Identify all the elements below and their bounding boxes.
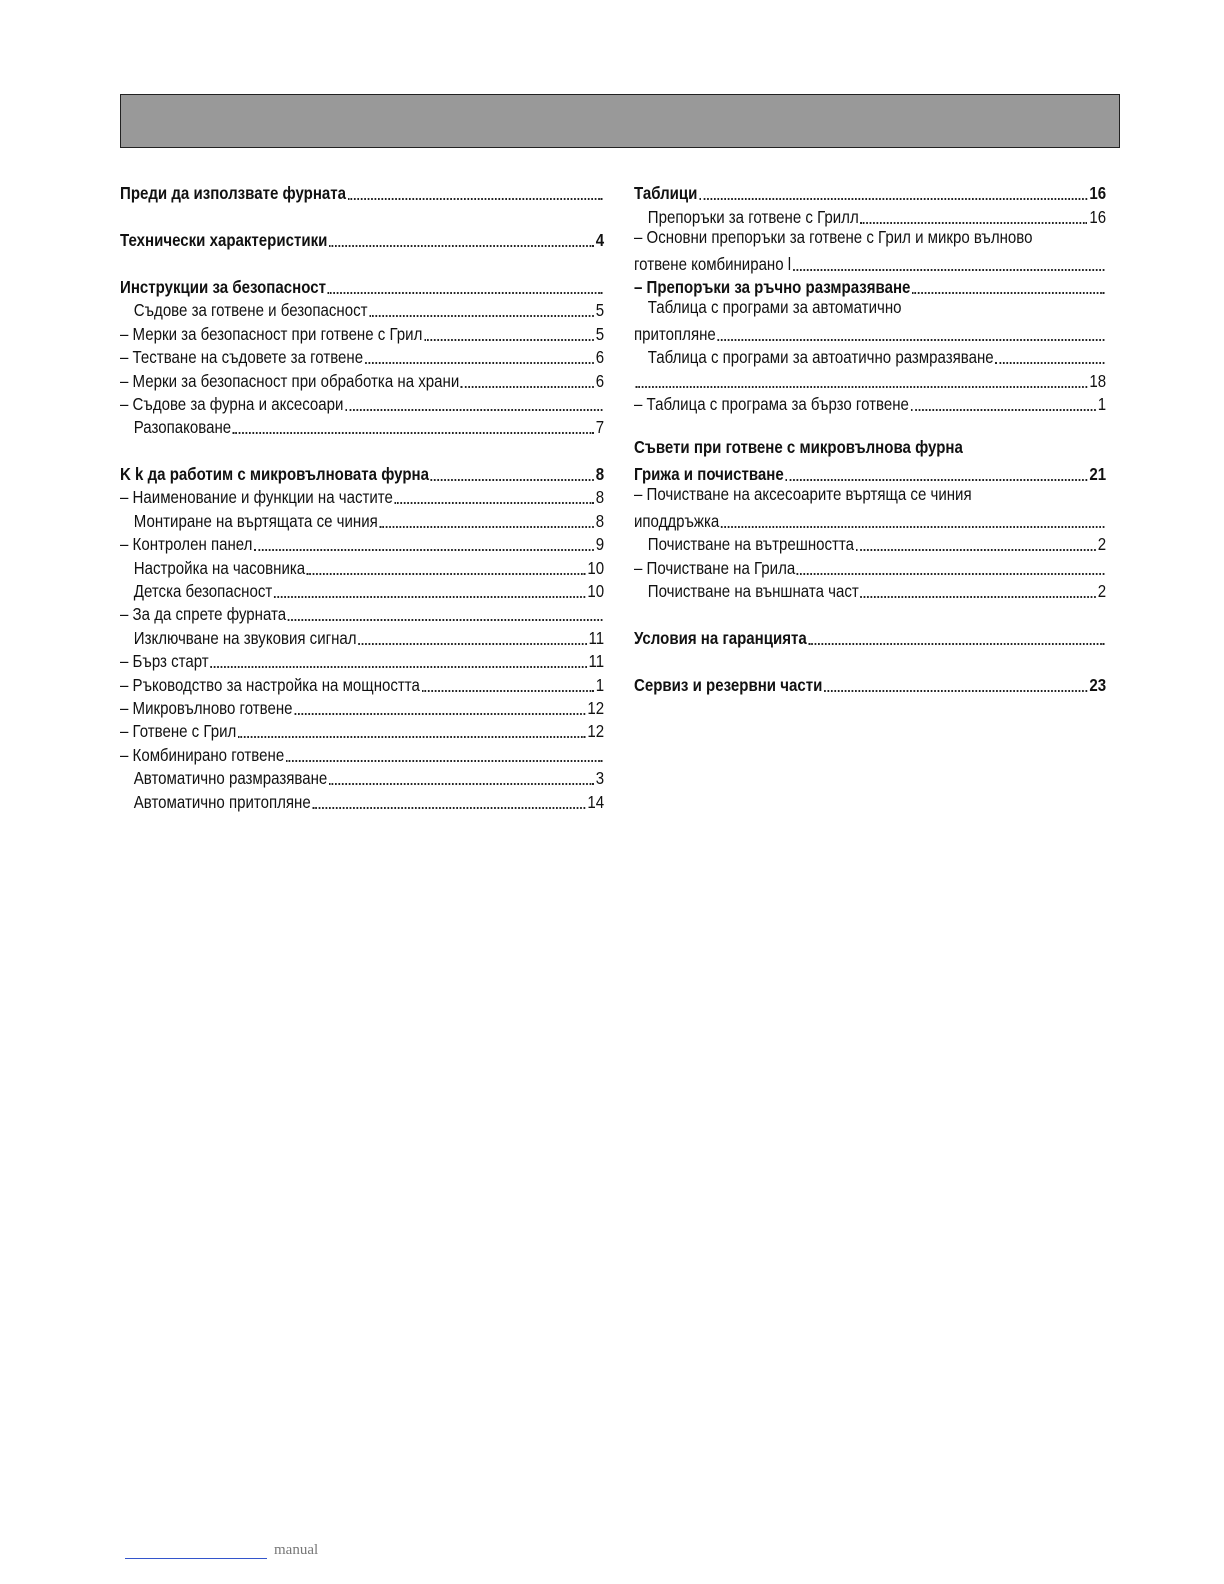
toc-entry[interactable] [120, 531, 604, 554]
toc-entry[interactable] [634, 484, 1106, 507]
toc-entry[interactable] [120, 718, 604, 741]
dot-leader [286, 760, 602, 762]
dot-leader [348, 198, 603, 200]
dot-leader [328, 292, 603, 294]
dot-leader [860, 222, 1087, 224]
dot-leader [233, 432, 594, 434]
toc-entry[interactable] [634, 671, 1106, 694]
toc-entry[interactable] [634, 391, 1106, 414]
toc-entry[interactable] [120, 367, 604, 390]
toc-entry-label: Таблица с програми за автоатично размразяване [647, 347, 994, 368]
toc-entry-page-number: 2 [1097, 581, 1107, 602]
toc-entry-label: – Мерки за безопасност при обработка на храни [120, 370, 460, 391]
dot-leader [254, 549, 594, 551]
toc-entry-page-number: 14 [587, 791, 605, 812]
toc-entry-label: – За да спрете фурната [120, 604, 287, 625]
toc-entry[interactable] [634, 578, 1106, 601]
toc-entry-label: Препоръки за готвене с Грилл [647, 206, 859, 227]
toc-entry[interactable] [634, 297, 1106, 320]
toc-entry-label: готвене комбинирано l [634, 253, 792, 274]
toc-entry-label: Разопаковане [133, 417, 232, 438]
toc-entry-label: – Контролен панел [120, 534, 253, 555]
toc-entry[interactable] [120, 788, 604, 811]
toc-entry-label: – Готвене с Грил [120, 721, 237, 742]
toc-entry-label: – Микровълново готвене [120, 697, 293, 718]
toc-entry[interactable] [120, 624, 604, 647]
dot-leader [358, 643, 586, 645]
toc-right-column [634, 180, 1106, 695]
toc-entry[interactable] [634, 554, 1106, 577]
toc-entry-label: – Бърз старт [120, 651, 209, 672]
dot-leader [431, 479, 594, 481]
dot-leader [369, 315, 594, 317]
toc-entry-page-number: 16 [1089, 206, 1107, 227]
toc-entry-page-number: 12 [587, 697, 605, 718]
toc-entry-label: иподдръжка [634, 510, 720, 531]
toc-entry-label: K k да работим с микровълновата фурна [120, 464, 430, 485]
toc-entry-label: Почистване на външната част [647, 581, 859, 602]
dot-leader [860, 596, 1096, 598]
toc-entry-page-number: 3 [595, 768, 605, 789]
toc-entry[interactable] [120, 227, 604, 250]
toc-entry-label: Монтиране на въртящата се чиния [133, 510, 378, 531]
toc-entry[interactable] [120, 601, 604, 624]
toc-entry-page-number: 10 [587, 581, 605, 602]
toc-entry-page-number: 9 [595, 534, 605, 555]
toc-entry[interactable] [120, 344, 604, 367]
footer-text: manual [274, 1542, 319, 1558]
toc-entry-label: – Мерки за безопасност при готвене с Грил [120, 323, 423, 344]
toc-entry-page-number: 16 [1089, 183, 1107, 204]
toc-entry[interactable] [120, 297, 604, 320]
toc-entry[interactable] [120, 274, 604, 297]
toc-entry[interactable] [120, 180, 604, 203]
toc-entry-label: Преди да използвате фурната [120, 183, 347, 204]
toc-entry[interactable] [634, 203, 1106, 226]
toc-entry-page-number: 8 [595, 464, 605, 485]
dot-leader [911, 409, 1096, 411]
toc-entry[interactable] [120, 648, 604, 671]
toc-entry-label: Технически характеристики [120, 230, 328, 251]
dot-leader [424, 339, 594, 341]
toc-entry[interactable] [120, 507, 604, 530]
toc-entry-page-number: 8 [595, 487, 605, 508]
toc-entry[interactable] [634, 344, 1106, 367]
toc-entry-label: Сервиз и резервни части [634, 674, 823, 695]
toc-entry[interactable] [120, 695, 604, 718]
toc-entry-label: Детска безопасност [133, 581, 273, 602]
toc-entry-label: – Почистване на Грила [634, 557, 796, 578]
toc-entry-label: Автоматично размразяване [133, 768, 328, 789]
header-bar [120, 94, 1120, 148]
toc-entry-label: – Основни препоръки за готвене с Грил и микро вълново [634, 226, 1033, 247]
dot-leader [345, 409, 602, 411]
toc-entry-page-number: 21 [1089, 464, 1107, 485]
toc-entry[interactable] [634, 274, 1106, 297]
dot-leader [288, 619, 603, 621]
toc-entry-page-number: 6 [595, 370, 605, 391]
toc-entry-page-number: 1 [595, 674, 605, 695]
dot-leader [808, 643, 1104, 645]
dot-leader [365, 362, 594, 364]
toc-entry[interactable] [634, 531, 1106, 554]
dot-leader [797, 573, 1104, 575]
toc-entry-page-number: 11 [588, 627, 605, 648]
toc-entry-page-number: 1 [1097, 393, 1107, 414]
toc-entry[interactable] [120, 741, 604, 764]
toc-entry[interactable] [634, 227, 1106, 250]
toc-entry[interactable] [120, 320, 604, 343]
dot-leader [718, 339, 1105, 341]
dot-leader [699, 198, 1087, 200]
toc-entry[interactable] [120, 554, 604, 577]
dot-leader [824, 690, 1088, 692]
toc-entry-page-number: 18 [1089, 370, 1107, 391]
toc-entry-label: – Препоръки за ръчно размразяване [634, 276, 911, 297]
dot-leader [636, 386, 1088, 388]
dot-leader [912, 292, 1104, 294]
toc-entry-page-number: 6 [595, 347, 605, 368]
toc-entry-label: Съдове за готвене и безопасност [133, 300, 368, 321]
toc-entry[interactable] [634, 507, 1106, 530]
dot-leader [380, 526, 594, 528]
toc-entry-page-number: 10 [587, 557, 605, 578]
toc-entry-label: – Ръководство за настройка на мощността [120, 674, 420, 695]
toc-entry-label: Инструкции за безопасност [120, 276, 326, 297]
toc-entry[interactable] [120, 765, 604, 788]
dot-leader [995, 362, 1104, 364]
dot-leader [785, 479, 1087, 481]
toc-entry[interactable] [634, 250, 1106, 273]
toc-entry-label: притопляне [634, 323, 716, 344]
toc-entry-label: Условия на гаранцията [634, 627, 807, 648]
toc-entry-label: Таблици [634, 183, 698, 204]
toc-entry-page-number: 5 [595, 300, 605, 321]
toc-entry[interactable] [634, 320, 1106, 343]
toc-entry-page-number: 4 [595, 230, 605, 251]
toc-entry-page-number: 11 [588, 651, 605, 672]
dot-leader [307, 573, 586, 575]
toc-entry-label: – Таблица с програма за бързо готвене [634, 393, 909, 414]
dot-leader [721, 526, 1104, 528]
toc-entry-label: Грижа и почистване [634, 464, 784, 485]
toc-left-column [120, 180, 604, 812]
toc-entry[interactable] [634, 624, 1106, 647]
dot-leader [329, 783, 594, 785]
toc-entry-label: – Почистване на аксесоарите въртяща се чиния [634, 484, 972, 505]
dot-leader [856, 549, 1096, 551]
toc-entry-label: Почистване на вътрешността [647, 534, 855, 555]
toc-entry[interactable] [120, 671, 604, 694]
dot-leader [793, 269, 1104, 271]
toc-entry-label: – Наименование и функции на частите [120, 487, 393, 508]
toc-entry[interactable] [120, 578, 604, 601]
toc-entry-page-number: 7 [595, 417, 605, 438]
dot-leader [461, 386, 594, 388]
toc-entry-label: Съвети при готвене с микровълнова фурна [634, 437, 963, 458]
dot-leader [294, 713, 585, 715]
toc-entry-label: – Съдове за фурна и аксесоари [120, 393, 344, 414]
toc-entry[interactable] [120, 414, 604, 437]
toc-entry[interactable] [120, 484, 604, 507]
toc-entry-page-number: 5 [595, 323, 605, 344]
toc-entry-label: Автоматично притопляне [133, 791, 311, 812]
toc-entry-page-number: 23 [1089, 674, 1107, 695]
toc-entry[interactable] [634, 437, 1106, 460]
toc-entry-label: Таблица с програми за автоматично [647, 296, 902, 317]
toc-entry-label: – Комбинирано готвене [120, 744, 285, 765]
dot-leader [274, 596, 586, 598]
dot-leader [210, 666, 586, 668]
toc-entry[interactable] [120, 461, 604, 484]
toc-entry-label: Изключване на звуковия сигнал [133, 627, 357, 648]
footer-link-line[interactable] [125, 1558, 267, 1559]
toc-entry-page-number: 2 [1097, 534, 1107, 555]
toc-entry[interactable] [634, 367, 1106, 390]
toc-entry[interactable] [120, 391, 604, 414]
toc-entry-page-number: 12 [587, 721, 605, 742]
toc-entry-label: – Тестване на съдовете за готвене [120, 347, 364, 368]
dot-leader [395, 502, 594, 504]
dot-leader [238, 736, 586, 738]
toc-entry-label: Настройка на часовника [133, 557, 306, 578]
toc-entry[interactable] [634, 461, 1106, 484]
toc-entry-page-number: 8 [595, 510, 605, 531]
dot-leader [312, 807, 585, 809]
toc-entry[interactable] [634, 180, 1106, 203]
dot-leader [422, 690, 594, 692]
dot-leader [329, 245, 594, 247]
